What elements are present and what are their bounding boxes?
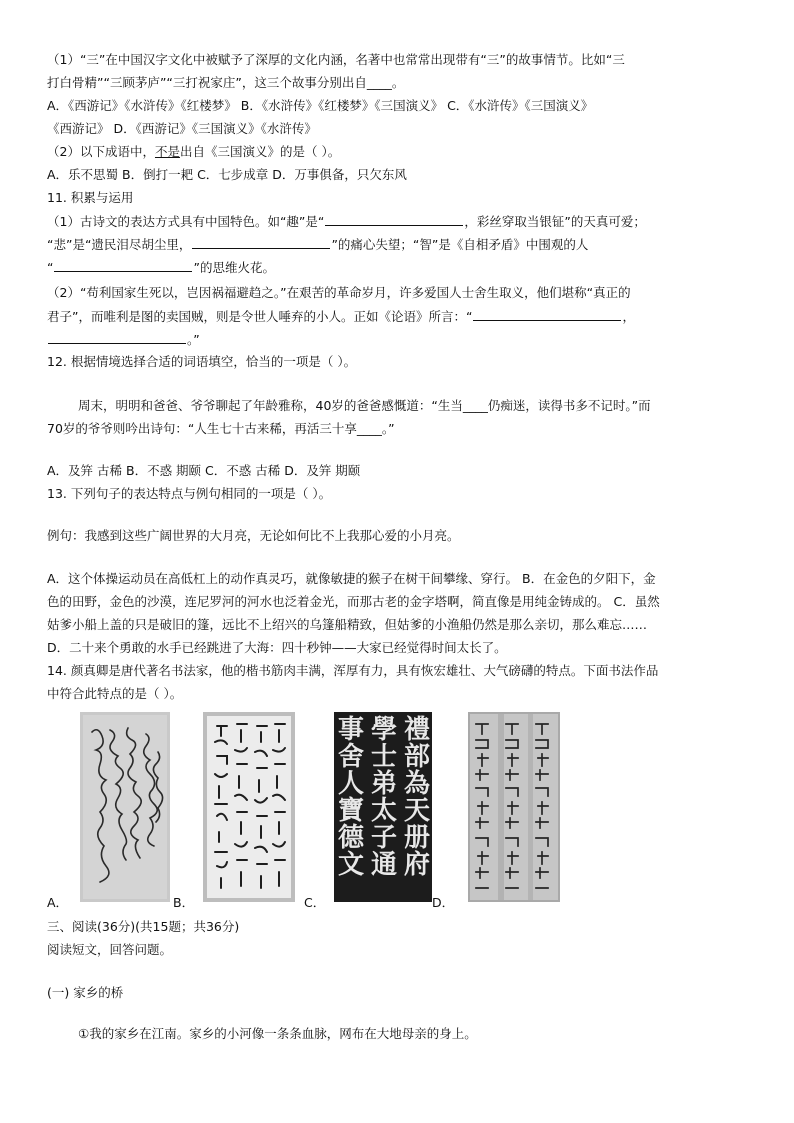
q10-part2-underlined: 不是 <box>154 144 180 159</box>
q11-part1-line3 <box>47 258 275 277</box>
q11-part2-line3 <box>47 330 200 349</box>
q10-part1-options-line1: A．《西游记》《水浒传》《红楼梦》 B．《水浒传》《红楼梦》《三国演义》 C．《水浒传》《三国演义》 <box>47 98 594 113</box>
q11-part2-line2 <box>47 307 635 326</box>
q11-part1-text-f: ”的思维火花。 <box>193 260 275 275</box>
calligraphy-image-b[interactable] <box>203 712 295 902</box>
q13-options-line4: D．二十来个勇敢的水手已经跳进了大海：四十秒钟——大家已经觉得时间太长了。 <box>47 640 507 655</box>
q14-option-d-label[interactable]: D． <box>432 895 455 910</box>
section3-part1-title: (一) 家乡的桥 <box>47 985 124 1000</box>
answer-blank[interactable] <box>473 307 621 321</box>
section3-intro: 阅读短文，回答问题。 <box>47 942 173 957</box>
q11-part2-line1: （2）“苟利国家生死以，岂因祸福避趋之。”在艰苦的革命岁月，许多爱国人士舍生取义，他们堪称“真正的 <box>47 285 631 300</box>
q11-part1-line1 <box>47 212 646 231</box>
q11-part1-text-e: “ <box>47 260 54 275</box>
q12-paragraph-line2: 70岁的爷爷则吟出诗句：“人生七十古来稀，再活三十享____。” <box>47 421 395 436</box>
q10-part1-options-line2: 《西游记》 D．《西游记》《三国演义》《水浒传》 <box>47 121 317 136</box>
q11-part1-text-d: ”的痛心失望；“智”是《自相矛盾》中围观的人 <box>331 237 589 252</box>
q14-option-b-label[interactable]: B． <box>173 895 195 910</box>
q13-options-line3: 姑爹小船上盖的只是破旧的篷，远比不上绍兴的乌篷船精致，但姑爹的小渔船仍然是那么亲切，那么难忘…… <box>47 617 648 632</box>
calligraphy-c-column-2: 學士弟太子通 <box>370 715 398 880</box>
q10-part2-options: A．乐不思蜀 B．倒打一耙 C．七步成章 D．万事俱备，只欠东风 <box>47 167 407 182</box>
q10-part1-line1: （1）“三”在中国汉字文化中被赋予了深厚的文化内涵，名著中也常常出现带有“三”的故事情节。比如“三 <box>47 52 625 67</box>
answer-blank[interactable] <box>54 258 192 272</box>
answer-blank[interactable] <box>325 212 463 226</box>
q11-part1-text-b: ，彩丝穿取当银钲”的天真可爱； <box>464 214 646 229</box>
q10-part2-post: 出自《三国演义》的是（ ）。 <box>179 144 341 159</box>
q13-options-line1: A．这个体操运动员在高低杠上的动作真灵巧，就像敏捷的猴子在树干间攀缘、穿行。 B．在金色的夕阳下，金 <box>47 571 656 586</box>
q12-options: A．及笄 古稀 B．不惑 期颐 C．不惑 古稀 D．及笄 期颐 <box>47 463 361 478</box>
q12-paragraph-line1: 周末，明明和爸爸、爷爷聊起了年龄雅称，40岁的爸爸感慨道：“生当____仍痴迷，读得书多不记时。”而 <box>78 398 651 413</box>
q13-options-line2: 色的田野，金色的沙漠，连尼罗河的河水也泛着金光，而那古老的金字塔啊，简直像是用纯金铸成的。 C．虽然 <box>47 594 660 609</box>
q14-option-c-label[interactable]: C． <box>304 895 326 910</box>
q12-title: 12. 根据情境选择合适的词语填空，恰当的一项是（ ）。 <box>47 354 357 369</box>
q10-part2-pre: （2）以下成语中， <box>47 144 155 159</box>
answer-blank[interactable] <box>48 330 186 344</box>
q14-question-line1: 14. 颜真卿是唐代著名书法家，他的楷书筋肉丰满，浑厚有力，具有恢宏雄壮、大气磅礴的特点。下面书法作品 <box>47 663 659 678</box>
q11-part2-text-a: 君子”，而唯利是图的卖国贼，则是令世人唾弃的小人。正如《论语》所言：“ <box>47 309 473 324</box>
q10-part2-question <box>47 143 340 161</box>
calligraphy-image-c[interactable] <box>334 712 432 902</box>
q11-title: 11. 积累与运用 <box>47 190 134 205</box>
q13-example: 例句：我感到这些广阔世界的大月亮，无论如何比不上我那心爱的小月亮。 <box>47 528 460 543</box>
q11-part2-text-b: ， <box>622 309 635 324</box>
calligraphy-image-d[interactable] <box>468 712 560 902</box>
q11-part1-text-c: “悲”是“遗民泪尽胡尘里， <box>47 237 192 252</box>
calligraphy-c-column-1: 禮部為天册府 <box>403 715 431 880</box>
answer-blank[interactable] <box>192 235 330 249</box>
q11-part2-text-c: 。” <box>187 332 200 347</box>
section3-title: 三、阅读(36分)(共15题；共36分) <box>47 919 240 934</box>
q11-part1-line2 <box>47 235 588 254</box>
q13-title: 13. 下列句子的表达特点与例句相同的一项是（ ）。 <box>47 486 332 501</box>
section3-paragraph1: ①我的家乡在江南。家乡的小河像一条条血脉，网布在大地母亲的身上。 <box>78 1026 477 1041</box>
q14-option-a-label[interactable]: A． <box>47 895 69 910</box>
calligraphy-c-column-3: 事舍人寶德文 <box>337 715 365 880</box>
q10-part1-line2: 打白骨精”“三顾茅庐”“三打祝家庄”，这三个故事分别出自____。 <box>47 75 405 90</box>
calligraphy-image-a[interactable] <box>80 712 170 902</box>
q11-part1-text-a: （1）古诗文的表达方式具有中国特色。如“趣”是“ <box>47 214 325 229</box>
q14-question-line2: 中符合此特点的是（ ）。 <box>47 686 183 701</box>
